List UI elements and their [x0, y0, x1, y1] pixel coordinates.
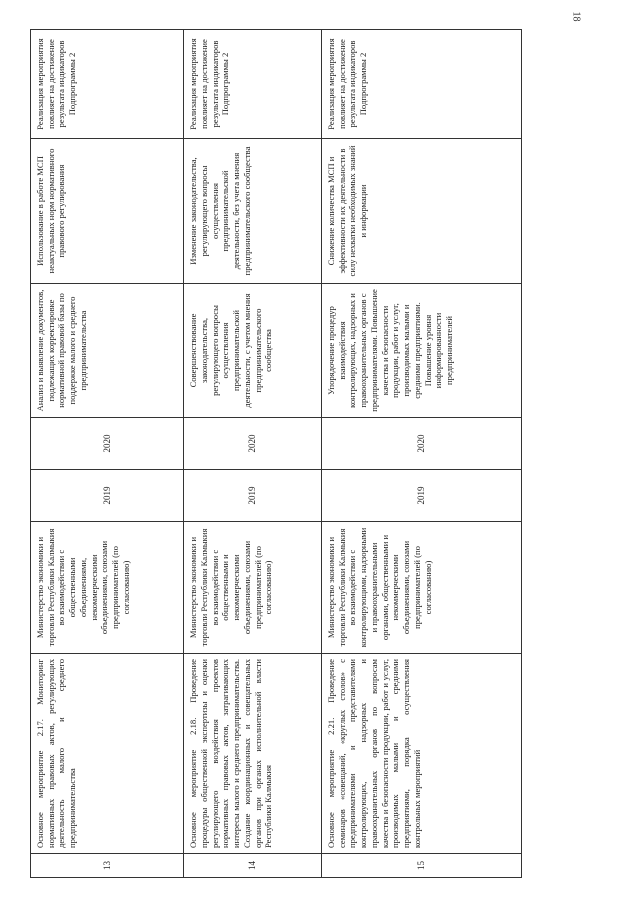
link-cell: Реализация мероприятия повлияет на достижение результата индикаторов Подпрограммы 2: [31, 30, 184, 139]
executor-cell: Министерство экономики и торговли Республики Калмыкия во взаимодействии с контролирующими, надзорными и правоохранительными органами, общественными и некоммерческими объединениями, союзами предпринимателей (по согласованию): [321, 522, 521, 654]
page-number: 18: [570, 11, 582, 22]
start-year-cell: 2019: [184, 470, 322, 522]
row-number: 13: [31, 854, 184, 878]
event-cell: Основное мероприятие 2.21. Проведение семинаров «совещаний, «круглых столов» с предпринимателями и представителями контролирующих, надзорных и правоохранительных органов по вопросам качества и безопасности продукции, работ и услуг, производимых малыми и средними предприятиями, порядка осуществления контрольных мероприятий: [321, 654, 521, 854]
result-cell: Совершенствование законодательства, регулирующего вопросы осуществления предпринимательской деятельности, с учетом мнения предпринимательского сообщества: [184, 284, 322, 418]
executor-cell: Министерство экономики и торговли Республики Калмыкия во взаимодействии с общественными объединениями, некоммерческими объединениями, союзами предпринимателей (по согласованию): [31, 522, 184, 654]
link-cell: Реализация мероприятия повлияет на достижение результата индикаторов Подпрограммы 2: [184, 30, 322, 139]
table-row: [184, 30, 322, 878]
start-year-cell: 2019: [321, 470, 521, 522]
plan-table: [30, 29, 522, 878]
rotated-table-area: [30, 30, 522, 878]
table-row: [31, 30, 184, 878]
start-year-cell: 2019: [31, 470, 184, 522]
event-cell: Основное мероприятие 2.17. Мониторинг нормативных правовых актов, регулирующих деятельность малого и среднего предпринимательства: [31, 654, 184, 854]
row-number: 15: [321, 854, 521, 878]
table-row: [321, 30, 521, 878]
end-year-cell: 2020: [321, 418, 521, 470]
consequences-cell: Использование в работе МСП неактуальных норм нормативного правового регулирования: [31, 139, 184, 284]
result-cell: Упорядочение процедур взаимодействия контролирующих, надзорных и правоохранительных органов с предпринимателями. Повышение качества и безопасности продукции, работ и услуг, производимых малыми и средними предприятиями. Повышение уровня информированности предпринимателей: [321, 284, 521, 418]
consequences-cell: Изменение законодательства, регулирующего вопросы осуществления предпринимательской деятельности, без учета мнения предпринимательского сообщества: [184, 139, 322, 284]
event-cell: Основное мероприятие 2.18. Проведение процедуры общественной экспертизы и оценки регулирующего воздействия проектов нормативных правовых актов, затрагивающих интересы малого и среднего предпринимательства. Создание координационных и совещательных органов при органах исполнительной власти Республики Калмыкия: [184, 654, 322, 854]
result-cell: Анализ и выявление документов, подлежащих корректировке нормативной правовой базы по поддержке малого и среднего предпринимательства: [31, 284, 184, 418]
row-number: 14: [184, 854, 322, 878]
end-year-cell: 2020: [31, 418, 184, 470]
consequences-cell: Снижение количества МСП и эффективности их деятельности в силу нехватки необходимых знаний и информации: [321, 139, 521, 284]
link-cell: Реализация мероприятия повлияет на достижение результата индикаторов Подпрограммы 2: [321, 30, 521, 139]
end-year-cell: 2020: [184, 418, 322, 470]
executor-cell: Министерство экономики и торговли Республики Калмыкия во взаимодействии с общественными и некоммерческими объединениями, союзами предпринимателей (по согласованию): [184, 522, 322, 654]
